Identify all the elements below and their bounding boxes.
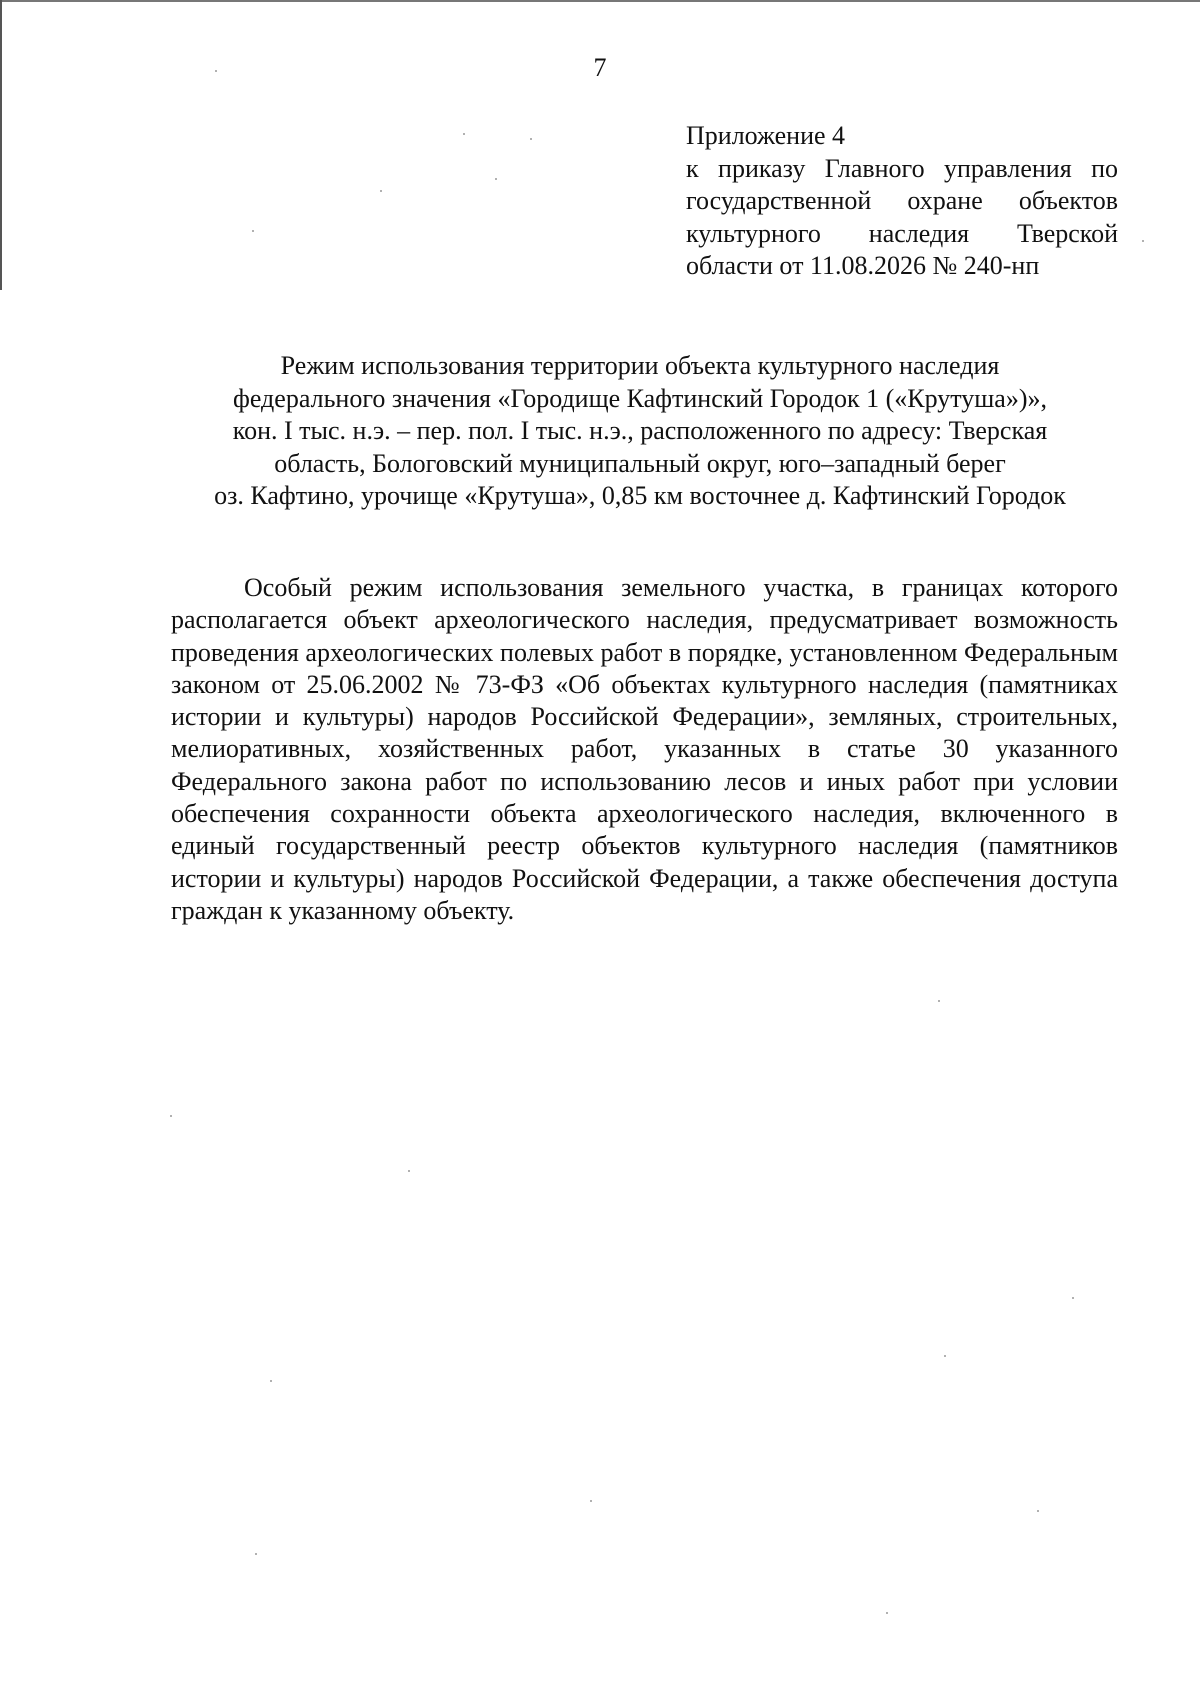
document-title (160, 350, 1120, 513)
scan-speck (463, 133, 465, 135)
scan-speck (1072, 1297, 1074, 1299)
scan-speck (1142, 240, 1144, 242)
scan-speck (944, 1355, 946, 1357)
attachment-line: к приказу Главного управления по (686, 153, 1118, 183)
title-line: кон. I тыс. н.э. – пер. пол. I тыс. н.э., расположенного по адресу: Тверская (232, 416, 1048, 445)
scan-speck (270, 1380, 272, 1382)
attachment-line: государственной охране объектов (686, 186, 1118, 215)
title-line: Режим использования территории объекта культурного наследия (280, 351, 1000, 380)
page-number: 7 (593, 53, 607, 82)
attachment-line: Приложение 4 (686, 121, 846, 150)
body-paragraph: Особый режим использования земельного участка, в границах которого располагается объект археологического наследия, предусматривает возможность проведения археологических полевых работ в порядке, установленном Федеральным законом от 25.06.2002 № 73-ФЗ «Об объектах культурного наследия (памятниках истории и культуры) народов Российской Федерации», земляных, строительных, мелиоративных, хозяйственных работ, указанных в статье 30 указанного Федерального закона работ по использованию лесов и иных работ при условии обеспечения сохранности объекта археологического наследия, включенного в единый государственный реестр объектов культурного наследия (памятников истории и культуры) народов Российской Федерации, а также обеспечения доступа граждан к указанному объекту. (171, 573, 1118, 925)
title-line: федерального значения «Городище Кафтинский Городок 1 («Крутуша»)», (233, 383, 1047, 413)
scan-speck (1037, 1510, 1039, 1512)
scan-speck (252, 230, 254, 232)
scan-speck (530, 138, 532, 140)
attachment-line: культурного наследия Тверской (686, 218, 1118, 248)
scan-speck (215, 70, 217, 72)
scan-edge-left (0, 0, 2, 290)
scan-speck (886, 1612, 888, 1614)
title-line: оз. Кафтино, урочище «Крутуша», 0,85 км восточнее д. Кафтинский Городок (214, 481, 1066, 510)
scan-speck (938, 1000, 940, 1002)
scan-speck (255, 1553, 257, 1555)
attachment-header (686, 120, 1118, 283)
scan-speck (408, 1170, 410, 1172)
scan-speck (590, 1500, 592, 1502)
scan-speck (380, 190, 382, 192)
scan-speck (170, 1115, 172, 1117)
scan-edge-top (0, 0, 1200, 2)
attachment-line: области от 11.08.2026 № 240-нп (686, 251, 1040, 280)
title-line: область, Бологовский муниципальный округ, юго–западный берег (274, 448, 1006, 478)
scan-speck (495, 178, 497, 180)
